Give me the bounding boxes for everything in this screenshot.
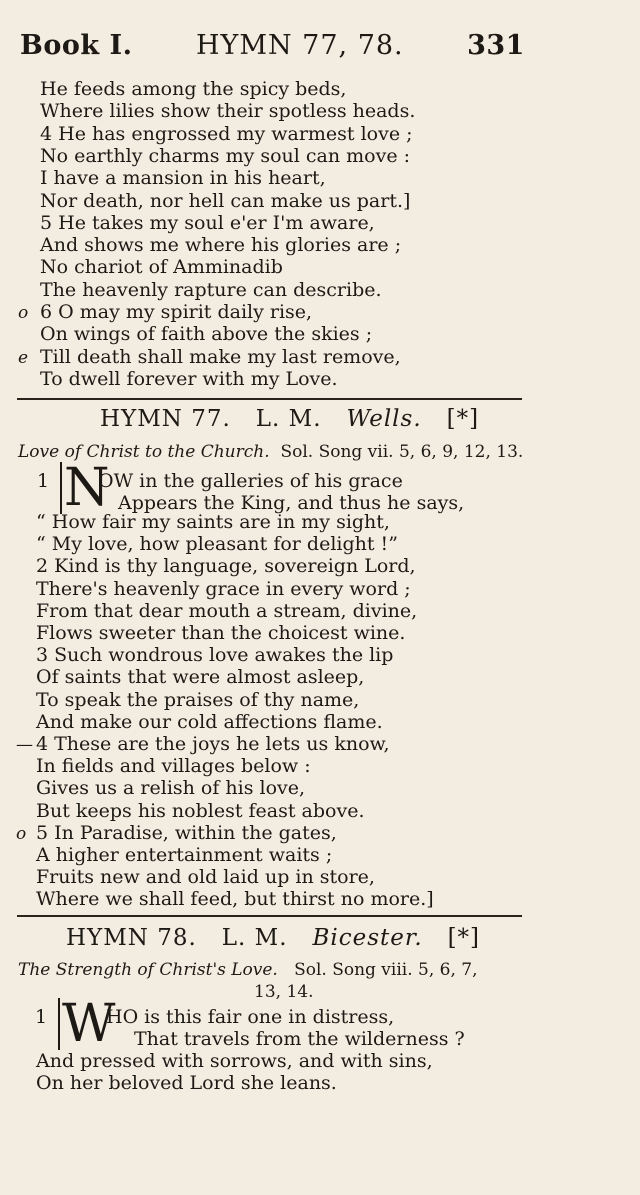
hymn-tune: Wells.	[346, 406, 422, 432]
verse-line: And pressed with sorrows, and with sins,	[36, 1050, 433, 1072]
subtitle-text: Love of Christ to the Church.	[18, 442, 270, 462]
verse-line: From that dear mouth a stream, divine,	[36, 599, 418, 622]
margin-mark: o	[18, 303, 29, 323]
verse-line: The heavenly rapture can describe.	[40, 278, 382, 301]
margin-mark: —	[16, 735, 33, 755]
verse-line: On her beloved Lord she leans.	[36, 1072, 337, 1094]
hymn-tune: Bicester.	[312, 925, 423, 951]
verse-line: Appears the King, and thus he says,	[118, 492, 465, 514]
section-divider	[17, 915, 522, 917]
verse-line: And make our cold affections flame.	[36, 710, 383, 733]
margin-mark: e	[18, 347, 29, 368]
verse-line: “ How fair my saints are in my sight,	[36, 511, 390, 533]
verse-line: Till death shall make my last remove,	[40, 345, 401, 368]
drop-cap: W	[58, 998, 115, 1050]
hymn-marker: [*]	[447, 925, 481, 951]
hymn-78-heading	[66, 925, 480, 951]
verse-line: No chariot of Amminadib	[40, 256, 283, 279]
running-title: HYMN 77, 78.	[195, 30, 404, 61]
margin-mark: o	[16, 823, 27, 844]
page-header	[20, 30, 525, 70]
hymn-meter: L. M.	[255, 406, 322, 432]
hymn-meter: L. M.	[221, 925, 288, 951]
verse-line: Nor death, nor hell can make us part.]	[40, 189, 411, 212]
section-divider	[17, 398, 522, 400]
verse-line: “ My love, how pleasant for delight !”	[36, 533, 398, 556]
hymn-77-heading	[100, 406, 479, 432]
verse-line: There's heavenly grace in every word ;	[36, 577, 411, 600]
verse-line: 2 Kind is thy language, sovereign Lord,	[36, 555, 416, 578]
drop-cap: N	[60, 462, 110, 514]
book-label: Book I.	[20, 30, 133, 61]
scripture-reference: Sol. Song viii. 5, 6, 7,	[294, 960, 478, 980]
hymn-number: HYMN 78.	[66, 925, 197, 951]
hymn-marker: [*]	[446, 406, 480, 432]
verse-number: 1	[35, 1006, 48, 1028]
verse-line: Gives us a relish of his love,	[36, 777, 306, 800]
verse-line: 4 These are the joys he lets us know,	[36, 733, 390, 755]
hymn-78-subtitle	[18, 960, 478, 980]
verse-line: That travels from the wilderness ?	[134, 1028, 465, 1050]
verse-number: 1	[37, 470, 50, 492]
verse-line: Where lilies show their spotless heads.	[40, 100, 416, 123]
page-number: 331	[467, 30, 525, 61]
subtitle-text: The Strength of Christ's Love.	[18, 960, 278, 980]
verse-line: In fields and villages below :	[36, 755, 311, 778]
verse-line: HO is this fair one in distress,	[106, 1006, 395, 1028]
verse-line: 6 O may my spirit daily rise,	[40, 301, 313, 323]
verse-line: Of saints that were almost asleep,	[36, 666, 365, 689]
verse-line: To dwell forever with my Love.	[40, 367, 338, 390]
verse-line: A higher entertainment waits ;	[36, 844, 333, 866]
verse-line: 4 He has engrossed my warmest love ;	[40, 122, 413, 145]
verse-line: I have a mansion in his heart,	[40, 167, 326, 190]
verse-line: To speak the praises of thy name,	[36, 688, 360, 711]
verse-line: 5 He takes my soul e'er I'm aware,	[40, 211, 375, 234]
verse-line: Flows sweeter than the choicest wine.	[36, 622, 406, 644]
verse-line: And shows me where his glories are ;	[40, 234, 402, 257]
verse-line: He feeds among the spicy beds,	[40, 78, 347, 100]
verse-line: OW in the galleries of his grace	[98, 470, 403, 492]
verse-line: But keeps his noblest feast above.	[36, 799, 365, 822]
verse-line: No earthly charms my soul can move :	[40, 144, 411, 167]
scripture-reference-cont: 13, 14.	[254, 982, 314, 1002]
hymn-number: HYMN 77.	[100, 406, 231, 432]
verse-line: Where we shall feed, but thirst no more.]	[36, 888, 434, 911]
verse-line: 5 In Paradise, within the gates,	[36, 821, 337, 844]
verse-line: On wings of faith above the skies ;	[40, 323, 373, 346]
verse-line: 3 Such wondrous love awakes the lip	[36, 644, 394, 667]
verse-line: Fruits new and old laid up in store,	[36, 866, 375, 889]
scripture-reference: Sol. Song vii. 5, 6, 9, 12, 13.	[280, 442, 524, 462]
